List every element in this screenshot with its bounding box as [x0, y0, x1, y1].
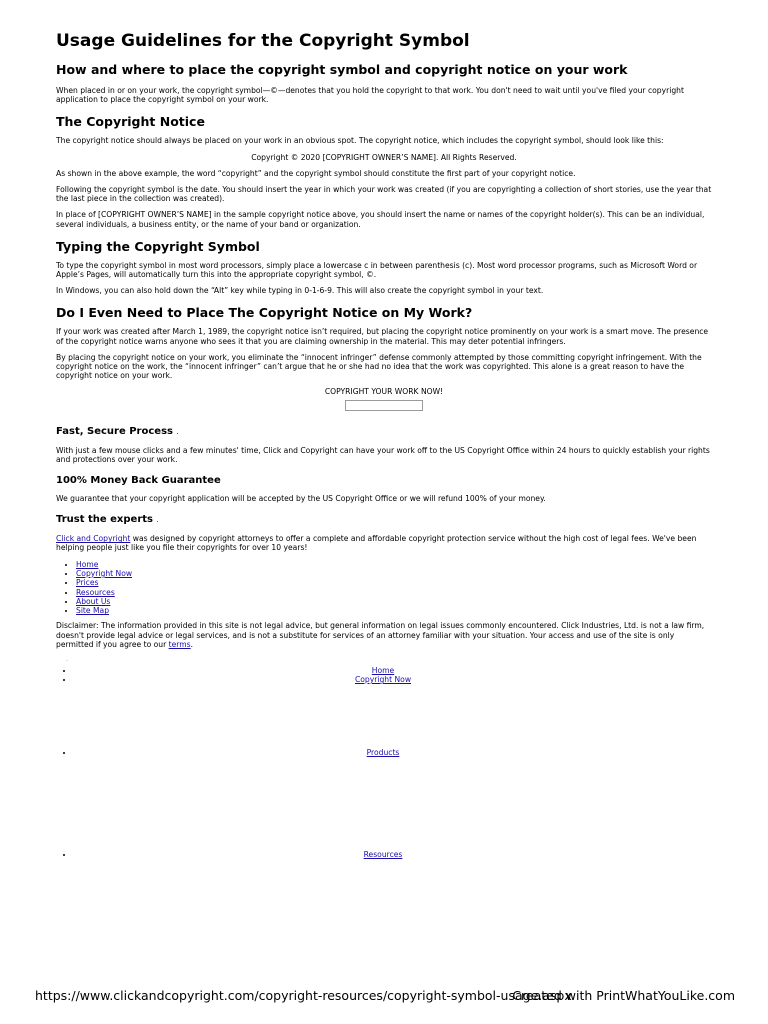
typing-paragraph-2: In Windows, you can also hold down the “Alt” key while typing in 0-1-6-9. This will also create the copyright symbol in your text.: [56, 286, 544, 296]
copyright-now-button[interactable]: [345, 400, 423, 411]
need-heading: Do I Even Need to Place The Copyright Notice on My Work?: [56, 305, 473, 321]
experts-heading-text: Trust the experts: [56, 514, 153, 526]
terms-link[interactable]: terms: [168, 639, 191, 649]
footer-nav: [56, 666, 712, 862]
link-site-map[interactable]: Site Map: [76, 606, 110, 616]
guarantee-heading: 100% Money Back Guarantee: [56, 475, 221, 487]
link-prices[interactable]: Prices: [76, 578, 99, 588]
link-about-us[interactable]: About Us: [76, 596, 111, 606]
print-credit: Created with PrintWhatYouLike.com: [512, 988, 735, 1003]
footer-nav-item: [74, 850, 712, 862]
notice-paragraph-3: Following the copyright symbol is the date. You should insert the year in which your work was created (if you are copyrighting a collection of short stories, use the year that the last piece in the collection was created).: [56, 185, 712, 204]
list-item: [76, 569, 712, 578]
experts-heading: [56, 513, 712, 527]
cta-label: COPYRIGHT YOUR WORK NOW!: [324, 387, 444, 397]
fast-heading-text: Fast, Secure Process: [56, 425, 173, 437]
list-item: [76, 578, 712, 587]
page-subtitle: How and where to place the copyright symbol and copyright notice on your work: [56, 62, 628, 77]
notice-paragraph-1: The copyright notice should always be placed on your work in an obvious spot. The copyright notice, which includes the copyright symbol, should look like this:: [56, 136, 664, 146]
list-item: [76, 597, 712, 606]
guarantee-paragraph: We guarantee that your copyright application will be accepted by the US Copyright Office or we will refund 100% of your money.: [56, 494, 546, 504]
separator-dot: .: [66, 656, 68, 664]
list-item: [76, 560, 712, 569]
list-item: [76, 606, 712, 615]
disclaimer: [56, 621, 712, 649]
notice-paragraph-4: In place of [COPYRIGHT OWNER’S NAME] in the sample copyright notice above, you should insert the name or names of the copyright holder(s). This can be an individual, several individuals, a business entity, or the name of your band or organization.: [56, 210, 705, 229]
footer-link-resources[interactable]: Resources: [363, 850, 403, 860]
intro-paragraph: When placed in or on your work, the copyright symbol—©—denotes that you hold the copyright to that work. You don't need to wait until you've filed your copyright application to place the copyright symbol on your work.: [56, 86, 684, 105]
disclaimer-text: Disclaimer: The information provided in this site is not legal advice, but general information on legal issues commonly encountered. Click Industries, Ltd. is not a law firm, doesn't provide legal advice or legal services, and is not a substitute for services of an attorney familiar with your situation. Your access and use of the site is only permitted if you agree to our: [56, 621, 705, 649]
fast-heading: [56, 425, 712, 439]
source-url: https://www.clickandcopyright.com/copyright-resources/copyright-symbol-usage.aspx: [35, 988, 572, 1003]
footer-link-home[interactable]: Home: [371, 666, 395, 676]
notice-example: Copyright © 2020 [COPYRIGHT OWNER’S NAME]. All Rights Reserved.: [251, 152, 517, 162]
footer-nav-item: [74, 748, 712, 850]
link-resources[interactable]: Resources: [76, 587, 115, 597]
site-links: [56, 560, 712, 616]
footer-link-products[interactable]: Products: [366, 748, 400, 758]
link-home[interactable]: Home: [76, 559, 99, 569]
experts-paragraph: [56, 534, 712, 552]
heading-dot: .: [176, 427, 179, 436]
footer-nav-item: [74, 675, 712, 748]
disclaimer-end: .: [190, 639, 194, 649]
notice-paragraph-2: As shown in the above example, the word “copyright” and the copyright symbol should constitute the first part of your copyright notice.: [56, 168, 576, 178]
link-copyright-now[interactable]: Copyright Now: [76, 568, 133, 578]
heading-dot: .: [156, 516, 159, 525]
footer-link-copyright-now[interactable]: Copyright Now: [354, 675, 412, 685]
article: [56, 30, 712, 862]
page-title: Usage Guidelines for the Copyright Symbol: [56, 31, 470, 51]
list-item: [76, 588, 712, 597]
typing-paragraph-1: To type the copyright symbol in most word processors, simply place a lowercase c in between parenthesis (c). Most word processor programs, such as Microsoft Word or Apple’s Pages, will automatically turn this into the appropriate copyright symbol, ©.: [56, 260, 698, 280]
experts-text: was designed by copyright attorneys to offer a complete and affordable copyright protection service without the high cost of legal fees. We've been helping people just like you file their copyrights for over 10 years!: [56, 534, 697, 553]
need-paragraph-2: By placing the copyright notice on your work, you eliminate the “innocent infringer” defense commonly attempted by those committing copyright infringement. With the copyright notice on the work, the “innocent infringer” can’t argue that he or she had no idea that the work was copyrighted. This alone is a great reason to have the copyright notice on your work.: [56, 352, 702, 381]
need-paragraph-1: If your work was created after March 1, 1989, the copyright notice isn’t required, but placing the copyright notice prominently on your work is a smart move. The presence of the copyright notice warns anyone who sees it that you are claiming ownership in the material. This may deter potential infringers.: [56, 327, 709, 346]
fast-paragraph: With just a few mouse clicks and a few minutes' time, Click and Copyright can have your work off to the US Copyright Office within 24 hours to quickly establish your rights and protections over your work.: [56, 445, 710, 464]
click-and-copyright-link[interactable]: Click and Copyright: [56, 534, 131, 544]
print-footer: [35, 988, 735, 1006]
typing-heading: Typing the Copyright Symbol: [56, 238, 260, 254]
footer-nav-item: [74, 666, 712, 675]
notice-heading: The Copyright Notice: [56, 114, 205, 130]
